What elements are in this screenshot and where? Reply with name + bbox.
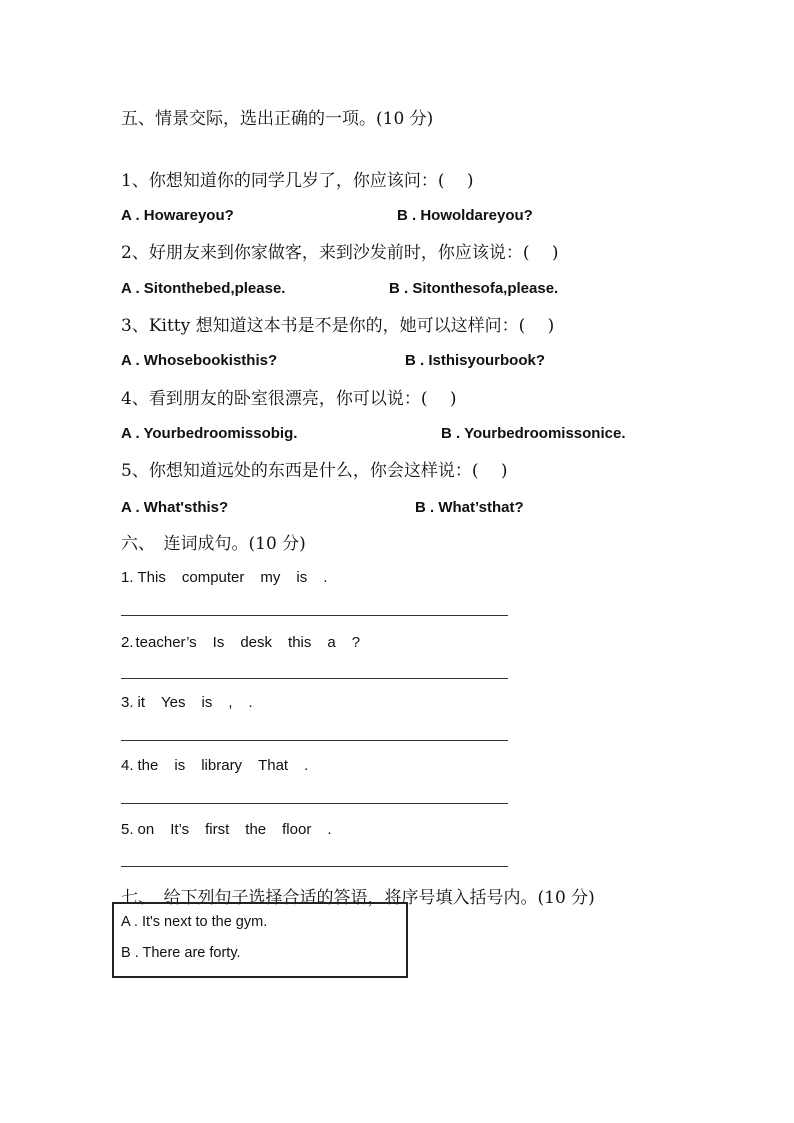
question-4-option-b: B . Yourbedroomissonice. xyxy=(441,425,626,442)
word-token: the xyxy=(245,821,267,838)
question-2-option-a: A . Sitonthebed,please. xyxy=(121,280,286,297)
word-token: a xyxy=(327,634,336,651)
word-token: desk xyxy=(240,634,273,651)
answer-option-b: B . There are forty. xyxy=(121,945,241,961)
item-number: 1. xyxy=(121,569,134,586)
reorder-item-2 xyxy=(121,634,376,651)
question-5-option-a: A . What'sthis? xyxy=(121,499,229,516)
item-number: 5. xyxy=(121,821,134,838)
word-token: floor xyxy=(282,821,312,838)
word-token: It’s xyxy=(170,821,190,838)
section-6-heading: 六、 连词成句。(10 分) xyxy=(121,534,306,554)
question-5-option-b: B . What’sthat? xyxy=(415,499,524,516)
question-4: 4、看到朋友的卧室很漂亮，你可以说：( ) xyxy=(121,389,457,409)
item-number: 3. xyxy=(121,694,134,711)
question-1: 1、你想知道你的同学几岁了，你应该问：( ) xyxy=(121,171,474,191)
question-2: 2、好朋友来到你家做客，来到沙发前时，你应该说：( ) xyxy=(121,243,559,263)
word-token: Yes xyxy=(161,694,186,711)
reorder-item-3 xyxy=(121,694,269,711)
answer-line-5[interactable] xyxy=(121,866,508,867)
word-token: it xyxy=(137,694,146,711)
word-token: . xyxy=(323,569,328,586)
word-token: teacher’s xyxy=(135,634,197,651)
question-1-option-a: A . Howareyou? xyxy=(121,207,234,224)
item-number: 4. xyxy=(121,757,134,774)
word-token: Is xyxy=(212,634,225,651)
word-token: on xyxy=(137,821,155,838)
word-token: is xyxy=(174,757,186,774)
question-3: 3、Kitty 想知道这本书是不是你的，她可以这样问：( ) xyxy=(121,316,555,336)
question-3-option-a: A . Whosebookisthis? xyxy=(121,352,278,369)
word-token: . xyxy=(327,821,332,838)
question-2-option-b: B . Sitonthesofa,please. xyxy=(389,280,559,297)
answer-line-4[interactable] xyxy=(121,803,508,804)
word-token: computer xyxy=(181,569,245,586)
item-number: 2. xyxy=(121,634,134,651)
word-token: my xyxy=(260,569,281,586)
section-7-heading: 七、 给下列句子选择合适的答语，将序号填入括号内。(10 分) xyxy=(121,888,595,908)
word-token: , xyxy=(228,694,233,711)
question-5: 5、你想知道远处的东西是什么，你会这样说：( ) xyxy=(121,461,508,481)
answer-line-1[interactable] xyxy=(121,615,508,616)
answer-option-a: A . It's next to the gym. xyxy=(121,914,268,930)
reorder-item-1 xyxy=(121,569,343,586)
section-5-heading: 五、情景交际，选出正确的一项。(10 分) xyxy=(121,109,434,129)
question-4-option-a: A . Yourbedroomissobig. xyxy=(121,425,298,442)
word-token: . xyxy=(248,694,253,711)
word-token: library xyxy=(201,757,243,774)
word-token: This xyxy=(137,569,166,586)
question-1-option-b: B . Howoldareyou? xyxy=(397,207,533,224)
word-token: the xyxy=(137,757,159,774)
question-3-option-b: B . Isthisyourbook? xyxy=(405,352,546,369)
word-token: this xyxy=(288,634,312,651)
word-token: ? xyxy=(351,634,361,651)
answer-line-3[interactable] xyxy=(121,740,508,741)
word-token: . xyxy=(304,757,309,774)
word-token: is xyxy=(296,569,308,586)
answer-line-2[interactable] xyxy=(121,678,508,679)
reorder-item-5 xyxy=(121,821,348,838)
word-token: is xyxy=(201,694,213,711)
word-token: That xyxy=(258,757,289,774)
word-token: first xyxy=(205,821,230,838)
reorder-item-4 xyxy=(121,757,324,774)
